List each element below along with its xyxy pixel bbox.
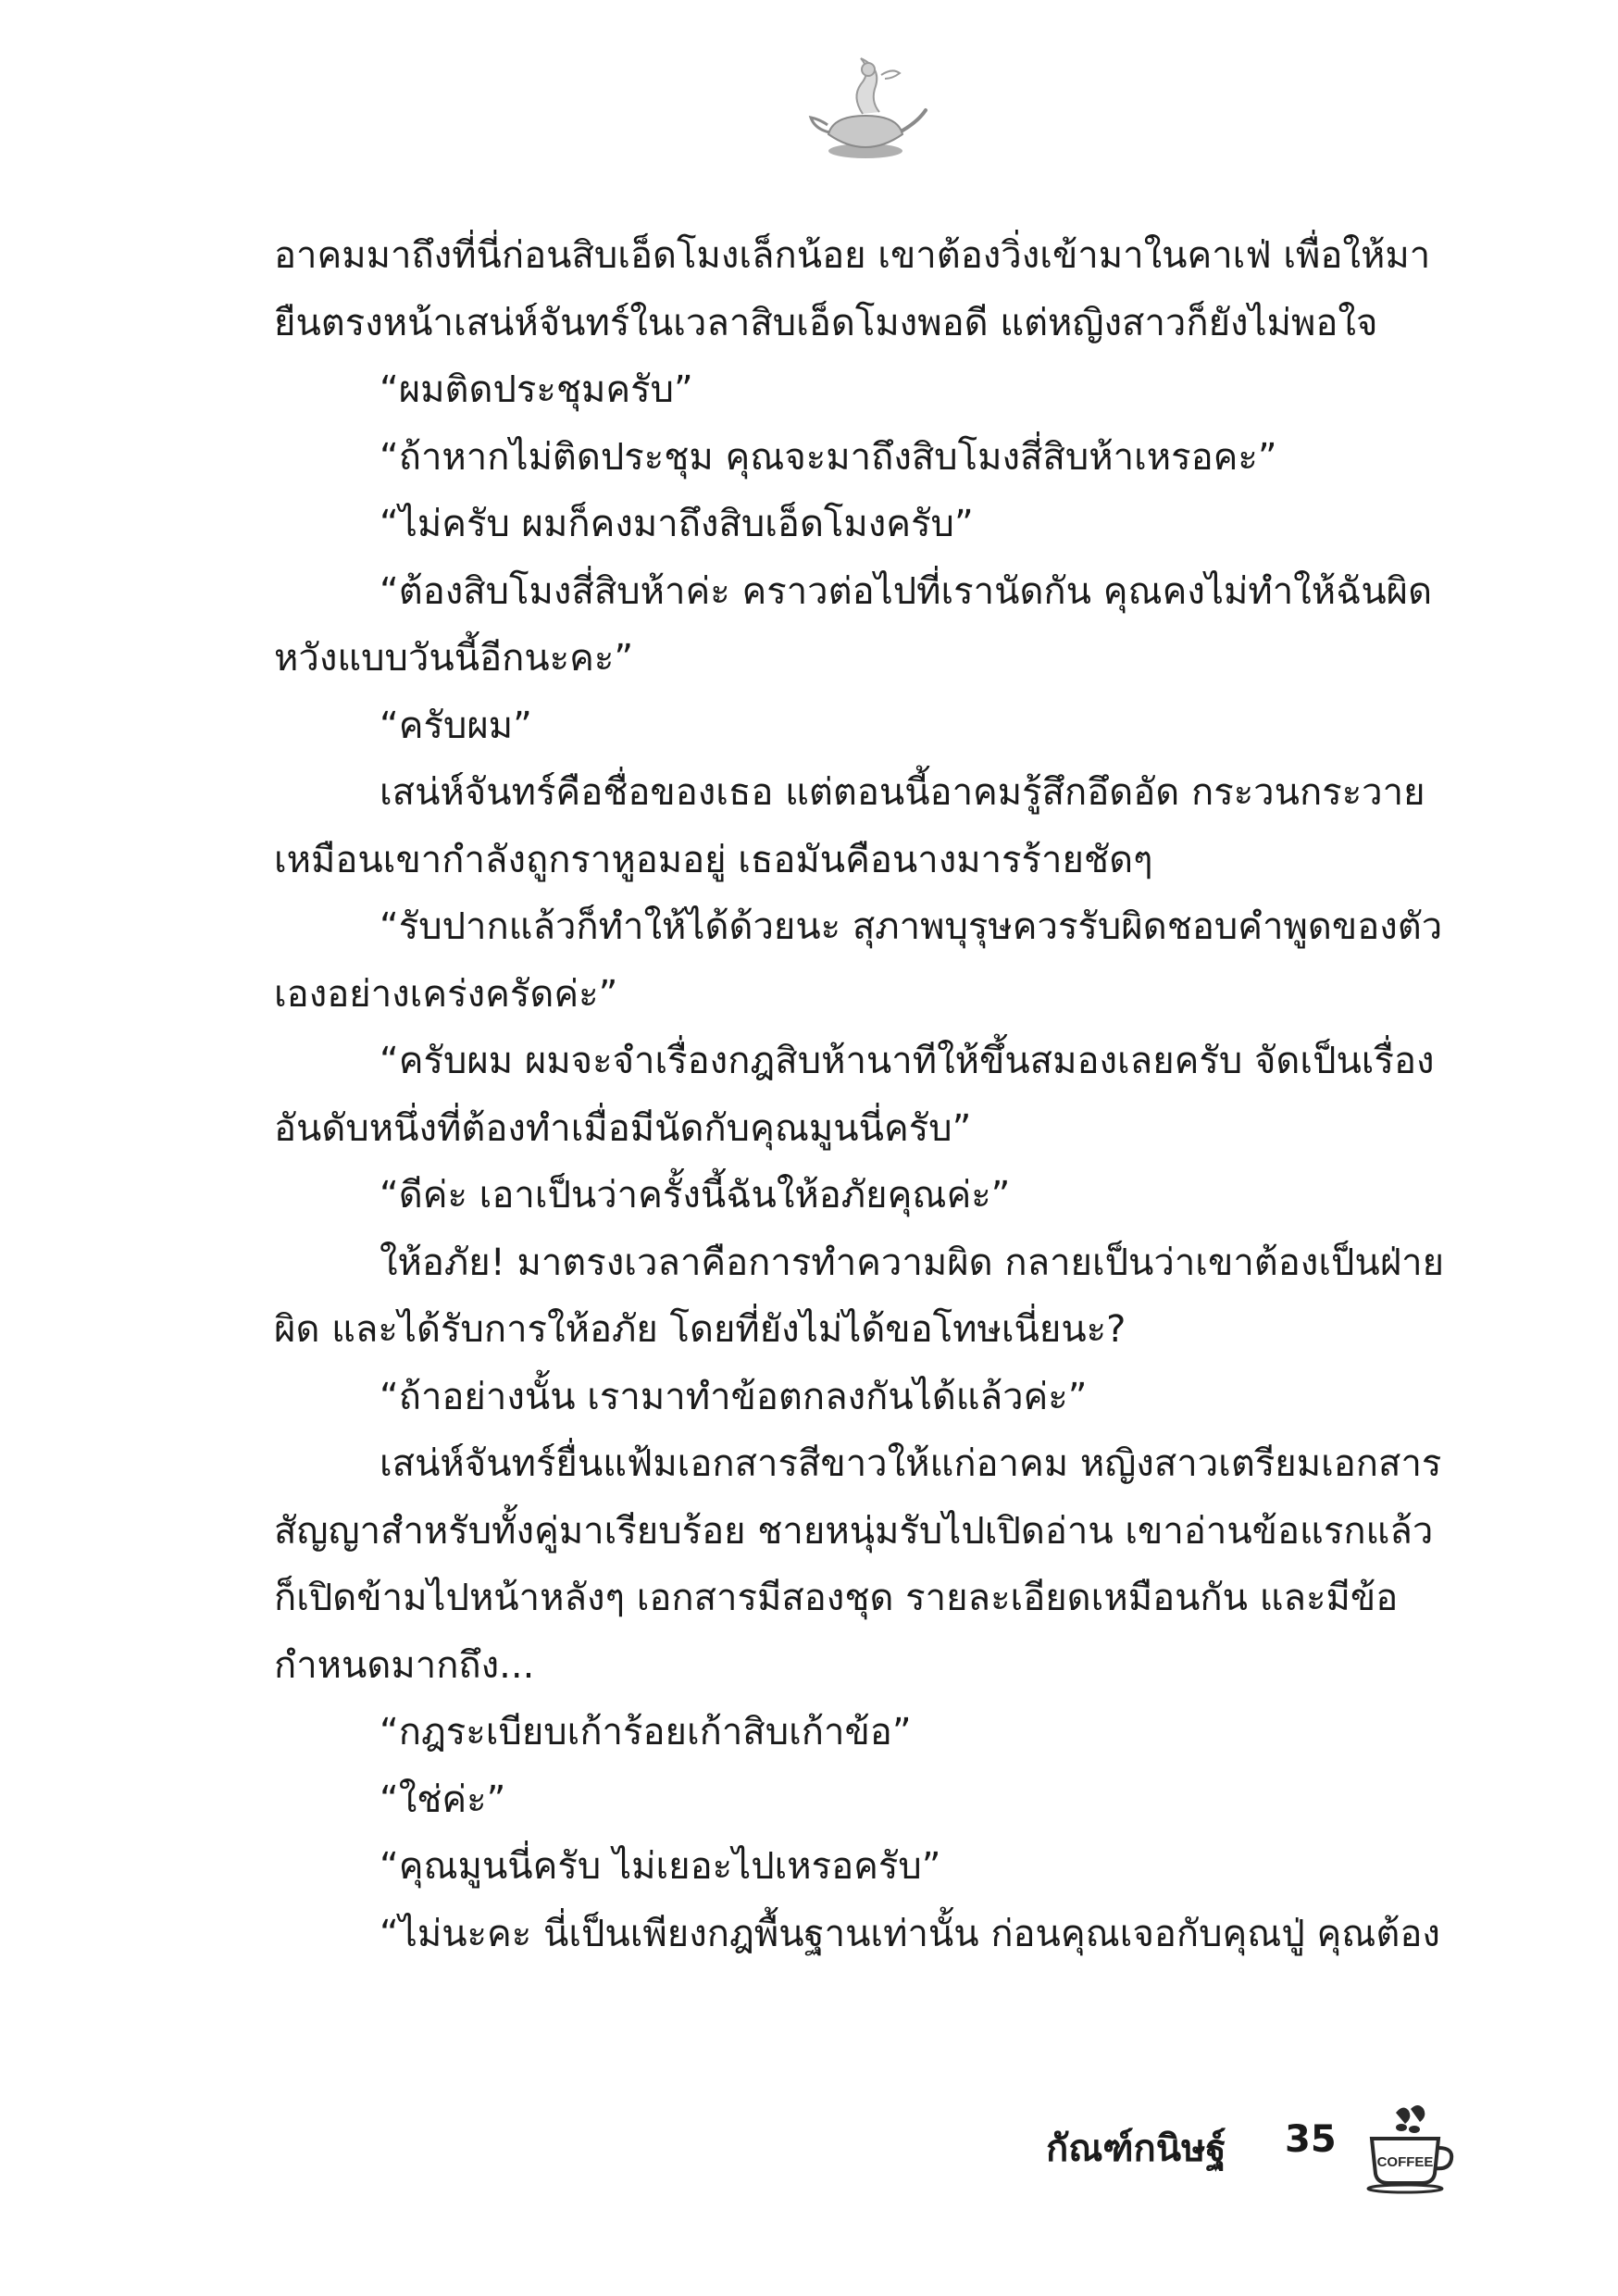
paragraph: อาคมมาถึงที่นี่ก่อนสิบเอ็ดโมงเล็กน้อย เขาต้องวิ่งเข้ามาในคาเฟ่ เพื่อให้มายืนตรงหน้าเสน่ห์จันทร์ในเวลาสิบเอ็ดโมงพอดี แต่หญิงสาวก็ยังไม่พอใจ [274, 234, 1431, 344]
page-number: 35 [1285, 2118, 1337, 2161]
paragraph: ให้อภัย! มาตรงเวลาคือการทำความผิด กลายเป็นว่าเขาต้องเป็นฝ่ายผิด และได้รับการให้อภัย โดยที่ยังไม่ได้ขอโทษเนี่ยนะ? [274, 1241, 1445, 1351]
dialogue-line: “ผมติดประชุมครับ” [380, 368, 693, 411]
dialogue-line: “ต้องสิบโมงสี่สิบห้าค่ะ คราวต่อไปที่เรานัดกัน คุณคงไม่ทำให้ฉันผิดหวังแบบวันนี้อีกนะคะ” [274, 569, 1433, 680]
dialogue-line: “ถ้าหากไม่ติดประชุม คุณจะมาถึงสิบโมงสี่สิบห้าเหรอคะ” [380, 435, 1277, 479]
paragraph: เสน่ห์จันทร์คือชื่อของเธอ แต่ตอนนี้อาคมรู้สึกอึดอัด กระวนกระวายเหมือนเขากำลังถูกราหูอมอยู่ เธอมันคือนางมารร้ายชัดๆ [274, 771, 1425, 881]
page-footer [1046, 2102, 1472, 2194]
dialogue-line: “กฎระเบียบเก้าร้อยเก้าสิบเก้าข้อ” [380, 1711, 912, 1753]
dialogue-line: “ครับผม” [380, 704, 532, 747]
book-title: กัณฑ์กนิษฐ์ [1046, 2128, 1226, 2170]
genie-lamp-icon [796, 51, 935, 171]
dialogue-line: “ไม่นะคะ นี่เป็นเพียงกฎพื้นฐานเท่านั้น ก่อนคุณเจอกับคุณปู่ คุณต้อง [380, 1912, 1440, 1955]
dialogue-line: “ไม่ครับ ผมก็คงมาถึงสิบเอ็ดโมงครับ” [380, 503, 974, 545]
chapter-text [274, 222, 1446, 1967]
dialogue-line: “ใช่ค่ะ” [380, 1778, 506, 1821]
dialogue-line: “ครับผม ผมจะจำเรื่องกฎสิบห้านาทีให้ขึ้นสมองเลยครับ จัดเป็นเรื่องอันดับหนึ่งที่ต้องทำเมื่อมีนัดกับคุณมูนนี่ครับ” [274, 1040, 1435, 1150]
dialogue-line: “ดีค่ะ เอาเป็นว่าครั้งนี้ฉันให้อภัยคุณค่ะ” [380, 1174, 1011, 1217]
dialogue-line: “คุณมูนนี่ครับ ไม่เยอะไปเหรอครับ” [380, 1845, 941, 1888]
coffee-cup-icon [1361, 2102, 1458, 2194]
paragraph: เสน่ห์จันทร์ยื่นแฟ้มเอกสารสีขาวให้แก่อาคม หญิงสาวเตรียมเอกสารสัญญาสำหรับทั้งคู่มาเรียบร้อย ชายหนุ่มรับไปเปิดอ่าน เขาอ่านข้อแรกแล้วก็เปิดข้ามไปหน้าหลังๆ เอกสารมีสองชุด รายละเอียดเหมือนกัน และมีข้อกำหนดมากถึง... [274, 1442, 1442, 1687]
dialogue-line: “รับปากแล้วก็ทำให้ได้ด้วยนะ สุภาพบุรุษควรรับผิดชอบคำพูดของตัวเองอย่างเคร่งครัดค่ะ” [274, 905, 1443, 1016]
dialogue-line: “ถ้าอย่างนั้น เรามาทำข้อตกลงกันได้แล้วค่ะ” [380, 1375, 1088, 1418]
coffee-label: COFFEE [1376, 2154, 1434, 2170]
